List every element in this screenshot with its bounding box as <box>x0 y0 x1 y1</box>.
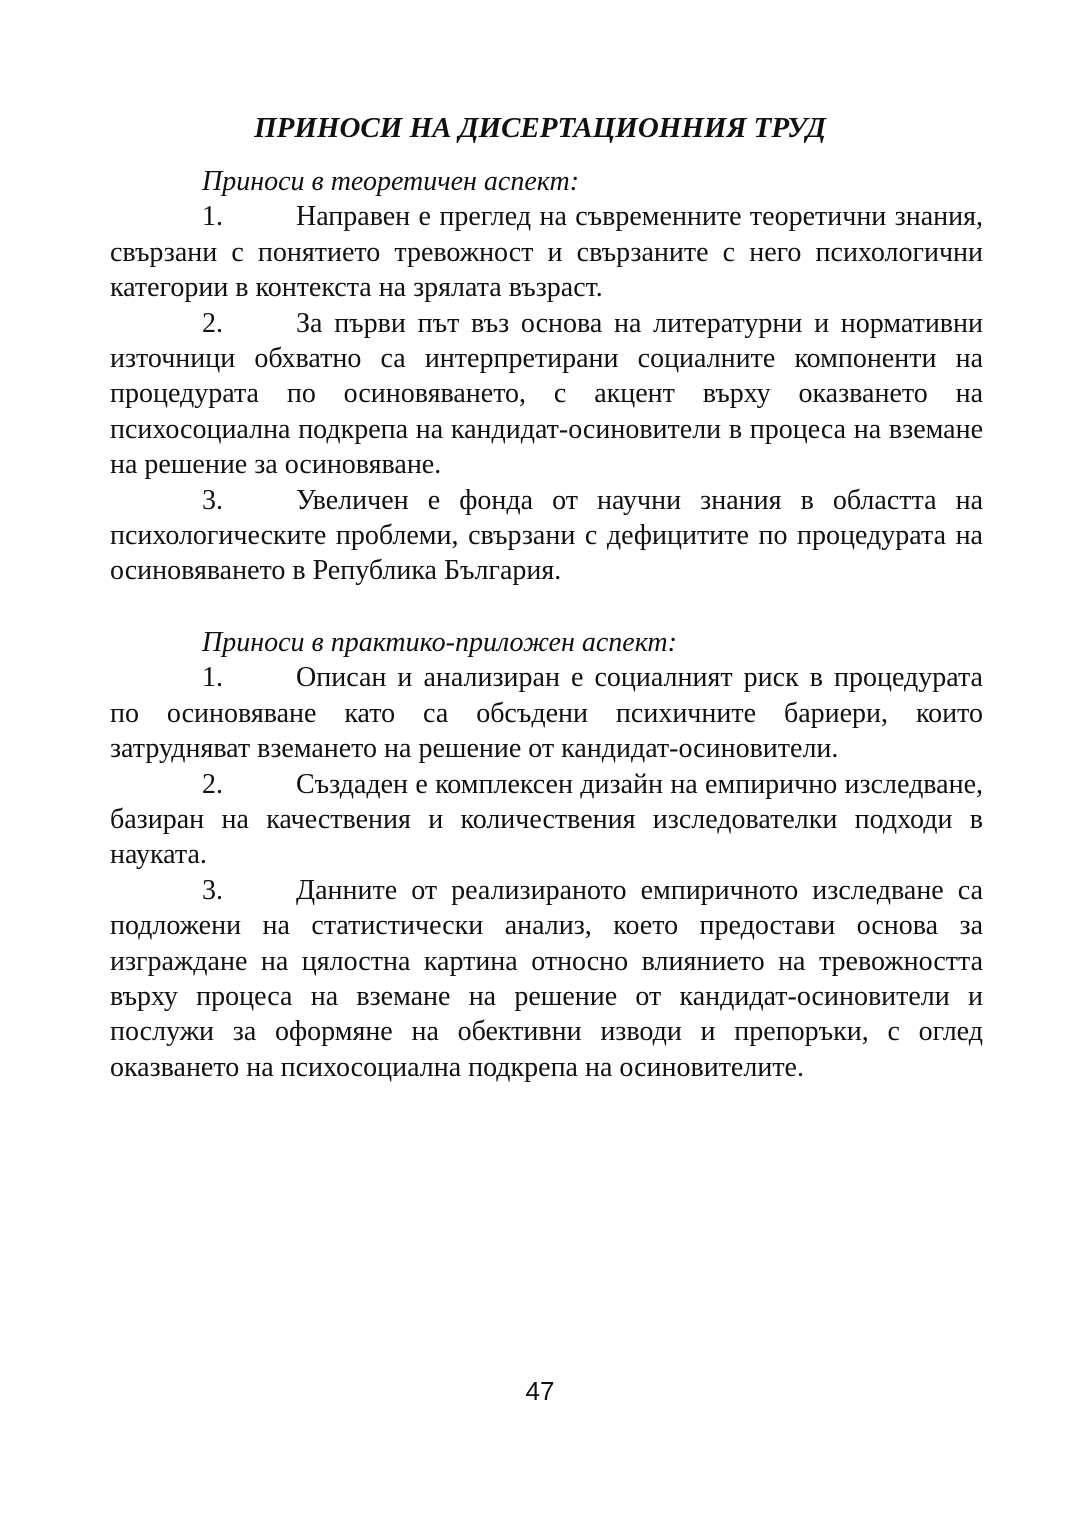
list-item <box>110 199 983 305</box>
item-number: 2. <box>202 307 223 339</box>
section-heading: Приноси в практико-приложен аспект: <box>202 627 677 658</box>
item-number: 3. <box>202 484 223 516</box>
list-item <box>110 483 983 589</box>
item-text: Описан и анализиран е социалният риск в процедурата по осиновяване като са обсъдени психичните бариери, които затрудняват вземането на решение от кандидат-осиновители. <box>110 662 983 765</box>
item-text: Увеличен е фонда от научни знания в областта на психологическите проблеми, свързани с дефицитите по процедурата на осиновяването в Република България. <box>110 484 983 587</box>
item-number: 3. <box>202 874 223 906</box>
page-title: ПРИНОСИ НА ДИСЕРТАЦИОННИЯ ТРУД <box>254 112 826 144</box>
item-text: Направен е преглед на съвременните теоретични знания, свързани с понятието тревожност и свързаните с него психологични категории в контекста на зрялата възраст. <box>110 201 983 304</box>
page-number: 47 <box>525 1376 555 1406</box>
list-item <box>110 767 983 873</box>
practical-contributions-section <box>110 625 983 1085</box>
item-number: 2. <box>202 768 223 800</box>
item-number: 1. <box>202 201 223 233</box>
section-heading: Приноси в теоретичен аспект: <box>202 166 580 197</box>
list-item <box>110 660 983 766</box>
theoretical-contributions-section <box>110 164 983 589</box>
list-item <box>110 873 983 1085</box>
item-text: Създаден е комплексен дизайн на емпирично изследване, базиран на качествения и количествения изследователки подходи в науката. <box>110 768 983 871</box>
item-text: Данните от реализираното емпиричното изследване са подложени на статистически анализ, което предостави основа за изграждане на цялостна картина относно влиянието на тревожността върху процеса на вземане на решение от кандидат-осиновители и послужи за оформяне на обективни изводи и препоръки, с оглед оказването на психосоциална подкрепа на осиновителите. <box>110 874 983 1083</box>
item-number: 1. <box>202 662 223 694</box>
list-item <box>110 306 983 483</box>
item-text: За първи път въз основа на литературни и нормативни източници обхватно са интерпретирани социалните компоненти на процедурата по осиновяването, с акцент върху оказването на психосоциална подкрепа на кандидат-осиновители в процеса на вземане на решение за осиновяване. <box>110 307 983 481</box>
